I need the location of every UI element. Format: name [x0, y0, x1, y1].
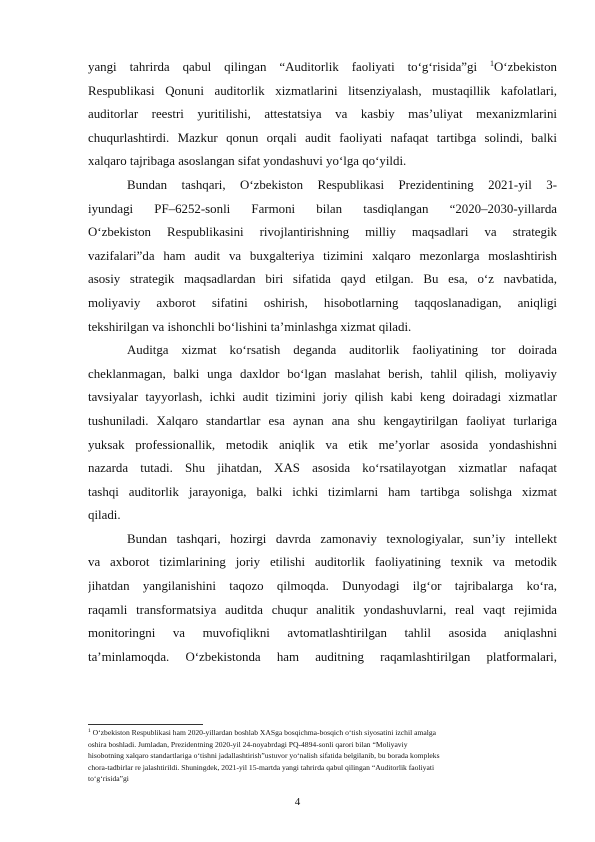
footnote-text: oshira boshladi. Jumladan, Prezidentning 2020-yil 24-noyabrdagi PQ-4894-sonli qarori bilan “Moliyaviy	[88, 739, 408, 749]
body-line-text: Bundan tashqari, hozirgi davrda zamonaviy texnologiyalar, sun’iy intellekt	[127, 531, 557, 546]
body-line-text: nazarda tutadi. Shu jihatdan, XAS asosida ko‘rsatilayotgan xizmatlar nafaqat	[88, 461, 557, 476]
body-line-text: Auditga xizmat ko‘rsatish deganda auditorlik faoliyatining tor doirada	[127, 343, 557, 358]
body-line-text: xalqaro tajribaga asoslangan sifat yondashuvi yo‘lga qo‘yildi.	[88, 154, 407, 169]
body-line	[88, 292, 557, 316]
footnote-line	[88, 750, 557, 762]
body-text	[88, 56, 557, 669]
body-line	[88, 386, 557, 410]
footnote-reference[interactable]: 1	[489, 59, 494, 68]
body-line	[88, 410, 557, 434]
body-line	[88, 150, 557, 174]
body-line	[88, 221, 557, 245]
body-line-text: tushuniladi. Xalqaro standartlar esa aynan ana shu kengaytirilgan faoliyat turlariga	[88, 413, 557, 428]
body-line	[88, 457, 557, 481]
body-line-text: vazifalari”da ham audit va buxgalteriya tizimini xalqaro mezonlarga moslashtirish	[88, 248, 557, 263]
body-line	[88, 599, 557, 623]
footnote-marker: 1	[88, 728, 91, 734]
body-line-text: cheklanmagan, balki unga daxldor bo‘lgan maslahat berish, tahlil qilish, moliyaviy	[88, 366, 557, 381]
body-line-text: qiladi.	[88, 508, 121, 523]
body-line	[88, 622, 557, 646]
body-line-text: Bundan tashqari, O‘zbekiston Respublikasi Prezidentining 2021-yil 3-	[127, 177, 557, 192]
body-line	[88, 481, 557, 505]
body-line-text: tavsiyalar tayyorlash, ichki audit tizimini joriy qilish kabi keng doiradagi xizmatlar	[88, 390, 557, 405]
body-line	[88, 551, 557, 575]
body-line	[88, 316, 557, 340]
body-line	[88, 434, 557, 458]
body-line-text: tashqi auditorlik jarayoniga, balki ichki tizimlarni ham tartibga solishga xizmat	[88, 484, 557, 499]
footnote-line	[88, 727, 557, 739]
body-line-text: jihatdan yangilanishini taqozo qilmoqda. Dunyodagi ilg‘or tajribalarga ko‘ra,	[88, 579, 557, 594]
body-line	[88, 198, 557, 222]
body-line	[88, 80, 557, 104]
footnote-line	[88, 773, 557, 785]
body-line-text: va axborot tizimlarining joriy etilishi auditorlik faoliyatining texnik va metodik	[88, 555, 557, 570]
body-line	[88, 127, 557, 151]
footnote-text: O‘zbekiston Respublikasi ham 2020-yillardan boshlab XASga bosqichma-bosqich o‘tish siyosatini izchil amalga	[92, 728, 437, 737]
footnote-separator	[88, 724, 203, 725]
body-line-text: asosiy strategik maqsadlardan biri sifatida qayd etilgan. Bu esa, o‘z navbatida,	[88, 272, 557, 287]
body-line-text: O‘zbekiston Respublikasini rivojlantirishning milliy maqsadlari va strategik	[88, 225, 557, 240]
body-line-text: raqamli transformatsiya auditda chuqur analitik yondashuvlarni, real vaqt rejimida	[88, 602, 557, 617]
body-line	[88, 575, 557, 599]
body-line-text: chuqurlashtirdi. Mazkur qonun orqali audit faoliyati nafaqat tartibga solindi, balki	[88, 130, 557, 145]
body-line-text: auditorlar reestri yuritilishi, attestatsiya va kasbiy mas’uliyat mexanizmlarini	[88, 107, 557, 122]
body-line	[88, 268, 557, 292]
body-line-text: Respublikasi Qonuni auditorlik xizmatlarini litsenziyalash, mustaqillik kafolatlari,	[88, 83, 557, 98]
body-line-text: O‘zbekiston	[493, 60, 557, 74]
body-line	[88, 504, 557, 528]
body-line	[88, 646, 557, 670]
footnote-line	[88, 762, 557, 774]
body-line-text: ta’minlamoqda. O‘zbekistonda ham auditning raqamlashtirilgan platformalari,	[88, 649, 557, 664]
body-line	[88, 245, 557, 269]
body-line-text: monitoringni va muvofiqlikni avtomatlashtirilgan tahlil asosida aniqlashni	[88, 626, 557, 641]
footnote-line	[88, 739, 557, 751]
body-line	[88, 174, 557, 198]
body-line-text: iyundagi PF–6252-sonli Farmoni bilan tasdiqlangan “2020–2030-yillarda	[88, 201, 557, 216]
body-line	[88, 56, 557, 80]
footnote-text: to‘g‘risida”gi	[88, 774, 129, 784]
footnote	[88, 727, 557, 785]
body-line	[88, 528, 557, 552]
body-line	[88, 103, 557, 127]
page-number: 4	[294, 796, 301, 808]
footnote-text: hisobotning xalqaro standartlariga o‘tishni jadallashtirish”ustuvor yo‘nalish sifatida belgilanib, bu borada kompleks	[88, 751, 440, 761]
body-line-text: tekshirilgan va ishonchli bo‘lishini ta’minlashga xizmat qiladi.	[88, 319, 412, 334]
body-line-text: yangi tahrirda qabul qilingan “Auditorlik faoliyati to‘g‘risida”gi	[88, 60, 490, 74]
body-line-text: moliyaviy axborot sifatini oshirish, hisobotlarning taqqoslanadigan, aniqligi	[88, 295, 557, 310]
body-line	[88, 363, 557, 387]
footnote-text: chora-tadbirlar re jalashtirildi. Shuningdek, 2021-yil 15-martda yangi tahrirda qabul qilingan “Auditorlik faoliyati	[88, 762, 435, 772]
body-line	[88, 339, 557, 363]
body-line-text: yuksak professionallik, metodik aniqlik va etik me’yorlar asosida yondashishni	[88, 437, 557, 452]
